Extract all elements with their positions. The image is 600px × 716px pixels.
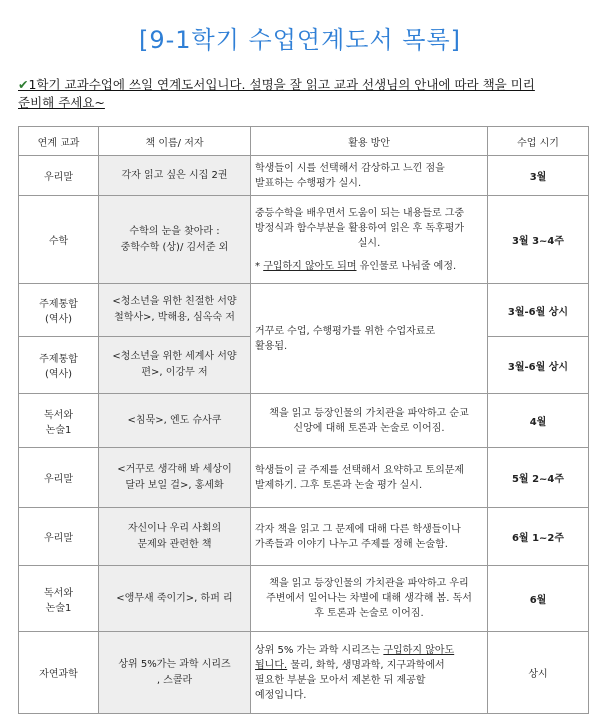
book-text: 상위 5%가는 과학 시리즈 <box>118 658 231 670</box>
subject-text: 자연과학 <box>39 669 78 680</box>
when-cell: 6월 <box>488 566 589 632</box>
use-text: 실시. <box>357 237 381 249</box>
subject-cell <box>19 566 99 632</box>
notice <box>18 76 588 112</box>
book-text: 수학의 눈을 찾아라 : <box>129 225 220 237</box>
subject-text: 주제통합 <box>39 354 78 365</box>
use-text: 거꾸로 수업, 수행평가를 위한 수업자료로 <box>255 325 436 337</box>
use-cell <box>251 508 488 566</box>
subject-text: 우리말 <box>44 474 73 485</box>
when-cell: 상시 <box>488 632 589 714</box>
subject-text: 우리말 <box>44 533 73 544</box>
note-emphasis: 구입하지 않아도 되며 <box>263 260 357 272</box>
subject-cell <box>19 196 99 284</box>
when-cell: 3월-6월 상시 <box>488 284 589 337</box>
table-row <box>19 394 589 448</box>
book-text: 철학사>, 박해용, 심옥숙 저 <box>114 312 235 323</box>
book-text: <침묵>, 엔도 슈사쿠 <box>127 414 222 426</box>
subject-text: 논술1 <box>45 424 72 436</box>
table-row <box>19 284 589 337</box>
use-text: 신앙에 대해 토론과 논술로 이어짐. <box>293 422 445 434</box>
when-cell: 3월 <box>488 156 589 196</box>
table-row <box>19 196 589 284</box>
notice-line-1 <box>18 76 588 94</box>
use-text: 주변에서 일어나는 차별에 대해 생각해 봄. 독서 <box>266 593 472 604</box>
book-text: 중학수학 (상)/ 김서준 외 <box>120 241 229 253</box>
notice-text-1: 1학기 교과수업에 쓰일 연계도서입니다. 설명을 잘 읽고 교과 선생님의 안내에 따라 책을 미리 <box>28 77 535 92</box>
use-cell <box>251 394 488 448</box>
subject-text: (역사) <box>44 314 73 325</box>
subject-text: 독서와 <box>44 409 73 421</box>
when-cell: 5월 2~4주 <box>488 448 589 508</box>
use-text: 가족들과 이야기 나누고 주제를 정해 논술함. <box>255 538 448 550</box>
subject-cell <box>19 448 99 508</box>
subject-text: 수학 <box>48 236 69 247</box>
use-text: 필요한 부분을 모아서 제본한 뒤 제공할 <box>255 674 426 686</box>
book-cell <box>99 156 251 196</box>
when-cell: 3월-6월 상시 <box>488 337 589 394</box>
subject-cell <box>19 508 99 566</box>
note-text: 유인물로 나눠줄 예정. <box>356 260 457 272</box>
use-emphasis: 됩니다. <box>255 659 288 671</box>
header-book: 책 이름/ 저자 <box>99 127 251 156</box>
use-text: 중등수학을 배우면서 도움이 되는 내용들로 그중 <box>255 207 465 219</box>
use-emphasis: 구입하지 않아도 <box>383 644 455 656</box>
use-cell <box>251 196 488 284</box>
header-subject: 연계 교과 <box>19 127 99 156</box>
use-text: 예정입니다. <box>255 689 307 701</box>
use-cell <box>251 284 488 394</box>
use-cell <box>251 156 488 196</box>
table-row <box>19 632 589 714</box>
subject-cell <box>19 284 99 337</box>
subject-text: (역사) <box>44 369 73 380</box>
book-text: <거꾸로 생각해 봐 세상이 <box>117 463 232 475</box>
subject-text: 주제통합 <box>39 299 78 310</box>
book-cell <box>99 284 251 337</box>
book-text: , 스콜라 <box>156 674 193 686</box>
use-cell <box>251 566 488 632</box>
use-text: 방정식과 함수부분을 활용하여 읽은 후 독후평가 <box>255 222 465 234</box>
use-text: 상위 5% 가는 과학 시리즈는 <box>255 644 384 656</box>
use-text: 책을 읽고 등장인물의 가치관을 파악하고 우리 <box>269 578 469 589</box>
page-title: [9-1학기 수업연계도서 목록] <box>138 26 462 54</box>
checkmark-icon: ✔ <box>18 77 29 92</box>
book-text: 편>, 이강무 저 <box>141 367 208 378</box>
notice-line-2: 준비해 주세요~ <box>18 95 105 110</box>
book-text: <청소년을 위한 세계사 서양 <box>112 351 237 362</box>
table-row <box>19 508 589 566</box>
when-cell: 6월 1~2주 <box>488 508 589 566</box>
book-text: <청소년을 위한 친절한 서양 <box>112 296 237 307</box>
header-use: 활용 방안 <box>251 127 488 156</box>
use-text: 학생들이 시를 선택해서 감상하고 느낀 점을 <box>255 162 445 174</box>
when-cell: 4월 <box>488 394 589 448</box>
use-text: 학생들이 글 주제를 선택해서 요약하고 토의문제 <box>255 464 465 476</box>
subject-text: 논술1 <box>45 602 72 614</box>
table-row <box>19 448 589 508</box>
subject-cell <box>19 156 99 196</box>
subject-cell <box>19 394 99 448</box>
subject-text: 독서와 <box>44 587 73 599</box>
book-table <box>18 126 589 714</box>
subject-cell <box>19 632 99 714</box>
book-cell <box>99 566 251 632</box>
note-prefix: * <box>255 260 264 272</box>
subject-cell <box>19 337 99 394</box>
book-text: 자신이나 우리 사회의 <box>127 522 222 534</box>
book-cell <box>99 448 251 508</box>
book-text: <앵무새 죽이기>, 하퍼 리 <box>116 592 233 604</box>
use-text: 활용됨. <box>255 340 288 352</box>
use-text: 각자 책을 읽고 그 문제에 대해 다른 학생들이나 <box>255 523 461 535</box>
use-text: 발표하는 수행평가 실시. <box>255 177 362 189</box>
book-text: 각자 읽고 싶은 시집 2권 <box>121 169 228 181</box>
table-row <box>19 156 589 196</box>
use-cell <box>251 632 488 714</box>
use-text: 후 토론과 논술로 이어짐. <box>314 608 424 619</box>
use-text: 물리, 화학, 생명과학, 지구과학에서 <box>287 659 445 671</box>
book-cell <box>99 394 251 448</box>
book-text: 문제와 관련한 책 <box>137 538 212 550</box>
use-text: 책을 읽고 등장인물의 가치관을 파악하고 순교 <box>269 407 469 419</box>
when-cell: 3월 3~4주 <box>488 196 589 284</box>
book-text: 달라 보일 걸>, 홍세화 <box>125 479 224 491</box>
book-cell <box>99 632 251 714</box>
use-cell <box>251 448 488 508</box>
book-cell <box>99 508 251 566</box>
table-row <box>19 566 589 632</box>
purchase-note <box>255 259 483 274</box>
use-text: 발제하기. 그후 토론과 논술 평가 실시. <box>255 479 423 491</box>
book-cell <box>99 196 251 284</box>
subject-text: 우리말 <box>44 172 73 183</box>
book-cell <box>99 337 251 394</box>
header-when: 수업 시기 <box>488 127 589 156</box>
table-header-row <box>19 127 589 156</box>
